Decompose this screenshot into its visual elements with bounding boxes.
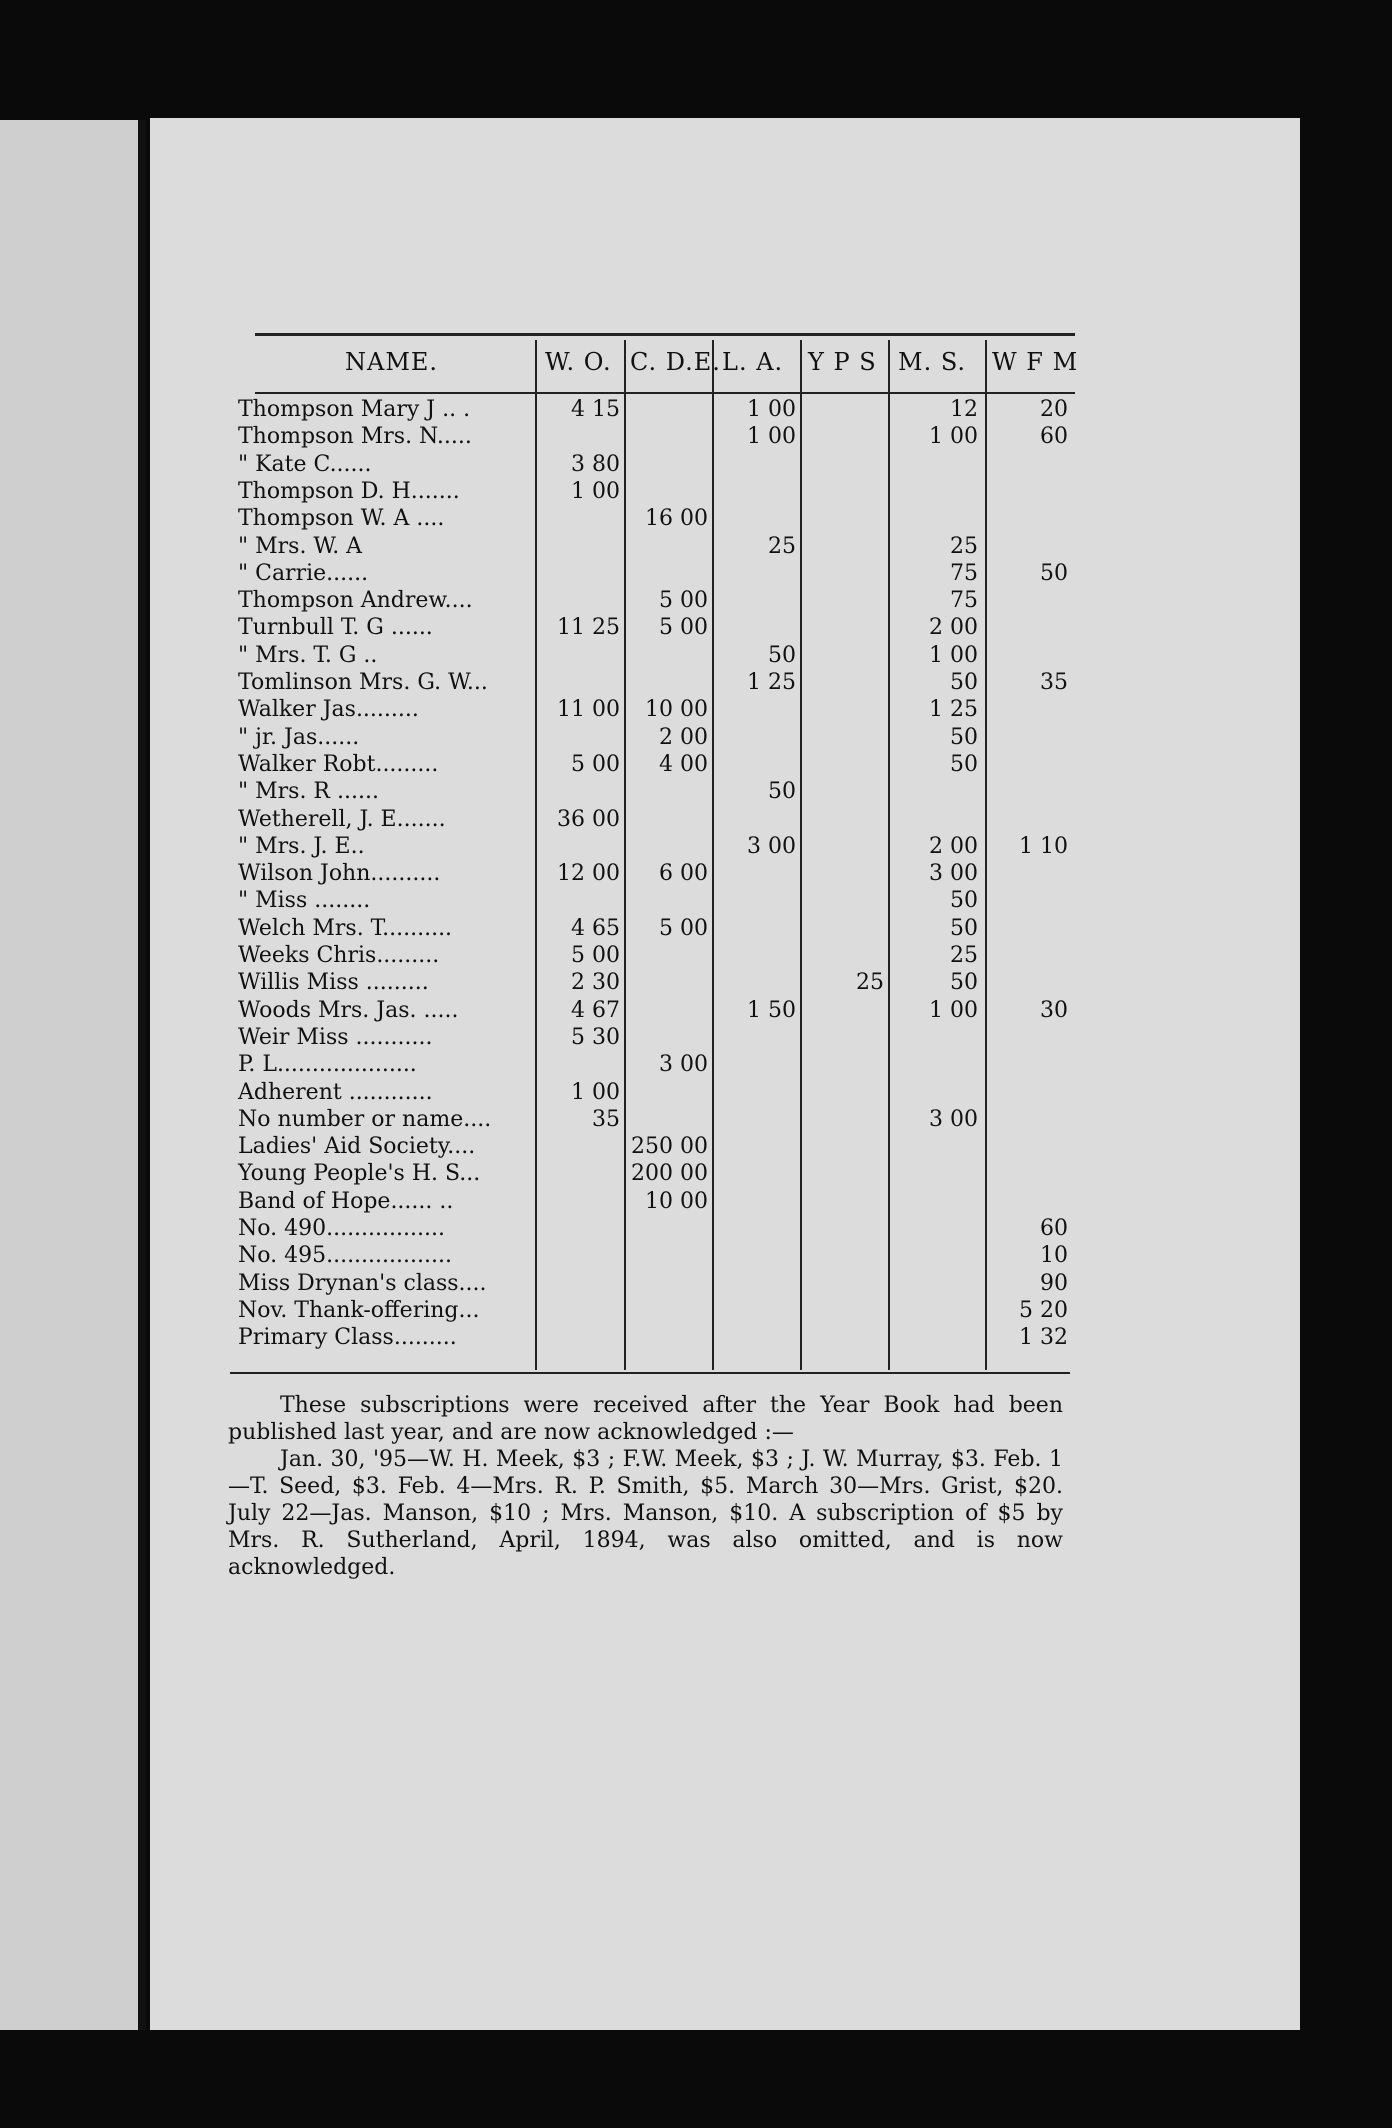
table-cell-ms: 50 — [950, 970, 978, 995]
table-cell-wo: 11 00 — [557, 697, 620, 722]
table-row-name: Tomlinson Mrs. G. W... — [238, 670, 488, 695]
table-row-name: Weir Miss ........... — [238, 1025, 433, 1050]
table-row-name: Adherent ............ — [238, 1080, 433, 1105]
table-cell-cde: 2 00 — [659, 725, 708, 750]
table-cell-cde: 5 00 — [659, 916, 708, 941]
table-cell-ms: 50 — [950, 916, 978, 941]
acknowledgement-note — [228, 1392, 1063, 1581]
table-row-name: Turnbull T. G ...... — [238, 615, 433, 640]
table-cell-cde: 10 00 — [645, 1189, 708, 1214]
table-row-name: " Carrie...... — [238, 561, 369, 586]
table-row-name: Wilson John.......... — [238, 861, 441, 886]
table-cell-cde: 6 00 — [659, 861, 708, 886]
table-bottom-rule — [230, 1372, 1070, 1374]
table-cell-wo: 5 30 — [571, 1025, 620, 1050]
table-cell-wo: 1 00 — [571, 479, 620, 504]
table-row-name: " Miss ........ — [238, 888, 371, 913]
table-row-name: P. L.................... — [238, 1052, 417, 1077]
table-cell-cde: 3 00 — [659, 1052, 708, 1077]
table-cell-la: 1 25 — [747, 670, 796, 695]
table-cell-wo: 36 00 — [557, 807, 620, 832]
table-cell-la: 1 50 — [747, 998, 796, 1023]
header-wfm: W F M — [992, 348, 1079, 376]
table-cell-ms: 50 — [950, 725, 978, 750]
table-row-name: Thompson D. H....... — [238, 479, 460, 504]
column-divider — [712, 340, 714, 1370]
table-cell-ms: 1 25 — [929, 697, 978, 722]
table-row-name: Wetherell, J. E....... — [238, 807, 446, 832]
header-yps: Y P S — [808, 348, 877, 376]
table-cell-wfm: 35 — [1040, 670, 1068, 695]
header-cde: C. D.E. — [630, 348, 721, 376]
header-ms: M. S. — [898, 348, 967, 376]
table-row-name: Walker Jas......... — [238, 697, 419, 722]
page-gutter — [138, 120, 146, 2030]
table-cell-wo: 3 80 — [571, 452, 620, 477]
column-divider — [624, 340, 626, 1370]
table-cell-wo: 4 15 — [571, 397, 620, 422]
table-row-name: Woods Mrs. Jas. ..... — [238, 998, 459, 1023]
table-row-name: Thompson Andrew.... — [238, 588, 473, 613]
table-row-name: " Mrs. T. G .. — [238, 643, 378, 668]
table-row-name: Miss Drynan's class.... — [238, 1271, 487, 1296]
table-cell-wo: 11 25 — [557, 615, 620, 640]
note-paragraph: Jan. 30, '95—W. H. Meek, $3 ; F.W. Meek, $3 ; J. W. Murray, $3. Feb. 1—T. Seed, $3. Feb. 4—Mrs. R. P. Smith, $5. March 30—Mrs. Grist, $20. July 22—Jas. Manson, $10 ; Mrs. Manson, $10. A subscription of $5 by Mrs. R. Sutherland, April, 1894, was also omitted, and is now acknowledged. — [228, 1447, 1063, 1580]
table-cell-la: 25 — [768, 534, 796, 559]
table-cell-la: 50 — [768, 643, 796, 668]
table-cell-cde: 16 00 — [645, 506, 708, 531]
table-cell-wo: 1 00 — [571, 1080, 620, 1105]
table-cell-cde: 200 00 — [631, 1161, 708, 1186]
table-cell-cde: 5 00 — [659, 588, 708, 613]
table-cell-wo: 2 30 — [571, 970, 620, 995]
table-cell-ms: 1 00 — [929, 998, 978, 1023]
table-cell-wfm: 50 — [1040, 561, 1068, 586]
table-cell-la: 50 — [768, 779, 796, 804]
table-row-name: Primary Class......... — [238, 1325, 457, 1350]
table-row-name: Walker Robt......... — [238, 752, 439, 777]
table-cell-wfm: 5 20 — [1019, 1298, 1068, 1323]
table-cell-wo: 4 65 — [571, 916, 620, 941]
facing-page-edge — [0, 120, 140, 2030]
table-cell-ms: 50 — [950, 670, 978, 695]
table-cell-wo: 12 00 — [557, 861, 620, 886]
table-cell-cde: 5 00 — [659, 615, 708, 640]
table-cell-la: 1 00 — [747, 424, 796, 449]
table-cell-wo: 4 67 — [571, 998, 620, 1023]
table-cell-ms: 75 — [950, 561, 978, 586]
table-row-name: Band of Hope...... .. — [238, 1189, 454, 1214]
table-cell-ms: 2 00 — [929, 615, 978, 640]
table-cell-wfm: 1 32 — [1019, 1325, 1068, 1350]
table-cell-ms: 75 — [950, 588, 978, 613]
table-cell-ms: 50 — [950, 752, 978, 777]
table-row-name: " jr. Jas...... — [238, 725, 360, 750]
table-row-name: " Mrs. R ...... — [238, 779, 379, 804]
table-row-name: Thompson Mary J .. . — [238, 397, 471, 422]
table-cell-wfm: 90 — [1040, 1271, 1068, 1296]
table-row-name: Weeks Chris......... — [238, 943, 440, 968]
table-cell-wfm: 1 10 — [1019, 834, 1068, 859]
table-cell-ms: 25 — [950, 943, 978, 968]
table-cell-wo: 5 00 — [571, 752, 620, 777]
table-cell-ms: 25 — [950, 534, 978, 559]
table-cell-la: 3 00 — [747, 834, 796, 859]
table-row-name: No number or name.... — [238, 1107, 492, 1132]
header-la: L. A. — [722, 348, 784, 376]
table-row-name: Nov. Thank-offering... — [238, 1298, 480, 1323]
header-wo: W. O. — [545, 348, 612, 376]
column-divider — [888, 340, 890, 1370]
table-row-name: No. 490................. — [238, 1216, 445, 1241]
table-row-name: Thompson Mrs. N..... — [238, 424, 472, 449]
column-divider — [800, 340, 802, 1370]
table-row-name: " Mrs. W. A — [238, 534, 363, 559]
table-row-name: Welch Mrs. T.......... — [238, 916, 453, 941]
table-cell-wfm: 60 — [1040, 424, 1068, 449]
table-row-name: Ladies' Aid Society.... — [238, 1134, 476, 1159]
table-row-name: Young People's H. S... — [238, 1161, 481, 1186]
table-cell-cde: 4 00 — [659, 752, 708, 777]
column-divider — [985, 340, 987, 1370]
table-cell-ms: 1 00 — [929, 424, 978, 449]
table-cell-ms: 50 — [950, 888, 978, 913]
column-divider — [535, 340, 537, 1370]
table-header-rule — [255, 392, 1075, 394]
table-cell-cde: 250 00 — [631, 1134, 708, 1159]
table-cell-wo: 5 00 — [571, 943, 620, 968]
table-row-name: No. 495.................. — [238, 1243, 452, 1268]
table-cell-la: 1 00 — [747, 397, 796, 422]
table-cell-wfm: 10 — [1040, 1243, 1068, 1268]
note-paragraph: These subscriptions were received after the Year Book had been published last year, and are now acknowledged :— — [228, 1393, 1063, 1445]
table-cell-ms: 3 00 — [929, 861, 978, 886]
table-cell-ms: 3 00 — [929, 1107, 978, 1132]
table-cell-wfm: 30 — [1040, 998, 1068, 1023]
table-cell-ms: 1 00 — [929, 643, 978, 668]
table-cell-ms: 12 — [950, 397, 978, 422]
table-cell-wfm: 60 — [1040, 1216, 1068, 1241]
table-row-name: " Kate C...... — [238, 452, 372, 477]
table-cell-wfm: 20 — [1040, 397, 1068, 422]
table-top-rule — [255, 333, 1075, 336]
table-cell-yps: 25 — [856, 970, 884, 995]
table-cell-cde: 10 00 — [645, 697, 708, 722]
table-cell-ms: 2 00 — [929, 834, 978, 859]
header-name: NAME. — [345, 348, 439, 376]
table-cell-wo: 35 — [592, 1107, 620, 1132]
table-row-name: Thompson W. A .... — [238, 506, 445, 531]
table-row-name: Willis Miss ......... — [238, 970, 429, 995]
table-row-name: " Mrs. J. E.. — [238, 834, 365, 859]
